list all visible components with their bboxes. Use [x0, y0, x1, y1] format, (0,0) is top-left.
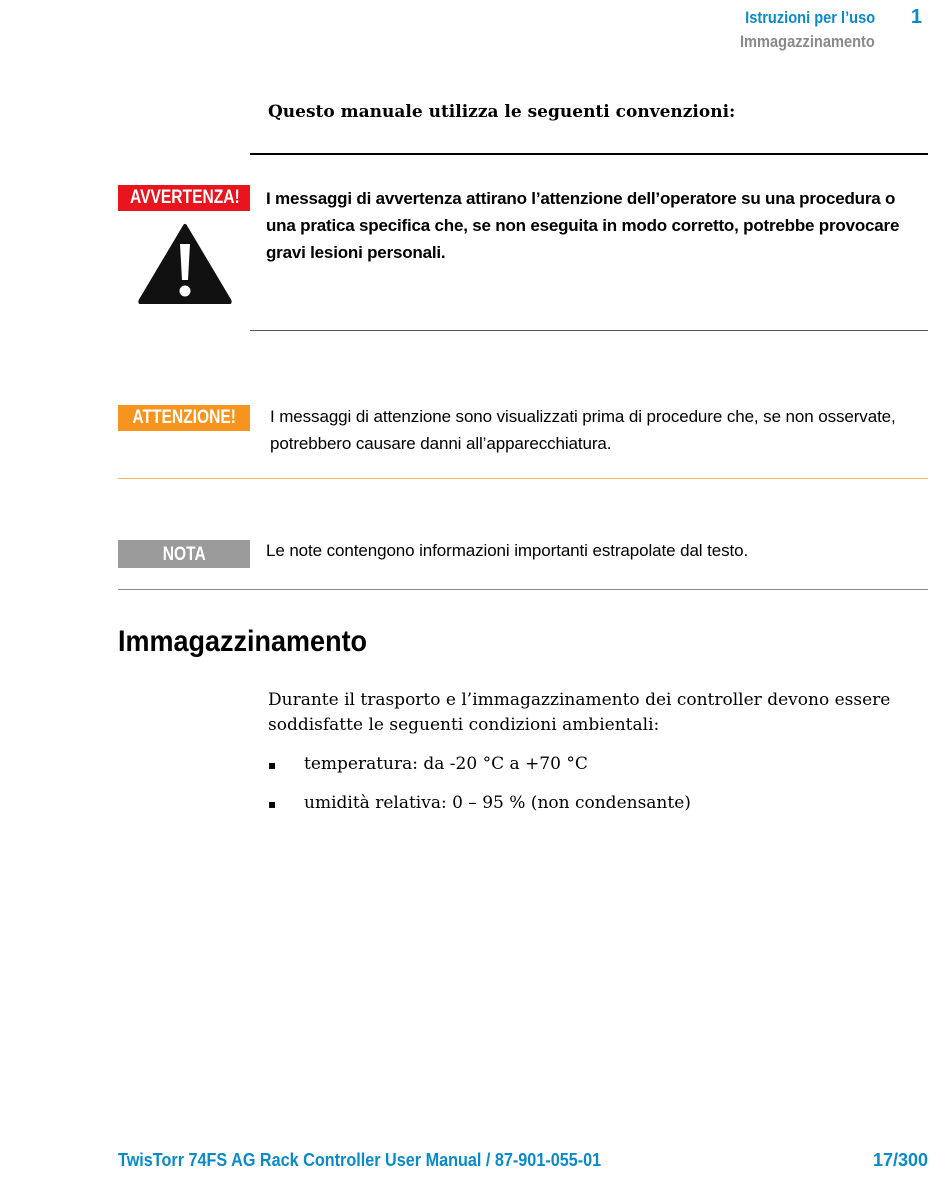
warning-triangle-icon [137, 222, 233, 304]
divider [250, 330, 928, 331]
list-item-text: umidità relativa: 0 – 95 % (non condensante) [304, 793, 691, 813]
caution-text: I messaggi di attenzione sono visualizzati prima di procedure che, se non osservate, potrebbero causare danni all’apparecchiatura. [270, 407, 896, 453]
header-title: Istruzioni per l’uso [745, 8, 875, 27]
intro-text: Questo manuale utilizza le seguenti convenzioni: [268, 102, 736, 122]
divider [250, 153, 928, 155]
bullet-list [268, 754, 908, 832]
section-title: Immagazzinamento [118, 625, 368, 658]
list-item-text: temperatura: da -20 °C a +70 °C [304, 754, 588, 774]
bullet-icon: ▪ [268, 797, 277, 811]
divider [118, 478, 928, 479]
header-subtitle: Immagazzinamento [740, 32, 875, 51]
caution-label [118, 405, 250, 431]
list-item [268, 754, 908, 793]
warning-label [118, 185, 250, 211]
chapter-number: 1 [910, 6, 922, 28]
note-label [118, 540, 250, 568]
section-body: Durante il trasporto e l’immagazzinamento dei controller devono essere soddisfatte le seguenti condizioni ambientali: [268, 690, 891, 735]
note-label-text: NOTA [162, 544, 206, 565]
caution-label-text: ATTENZIONE! [132, 407, 236, 428]
note-text: Le note contengono informazioni importanti estrapolate dal testo. [266, 541, 749, 560]
list-item [268, 793, 908, 832]
warning-text: I messaggi di avvertenza attirano l’attenzione dell’operatore su una procedura o una pratica specifica che, se non eseguita in modo corretto, potrebbe provocare gravi lesioni personali. [266, 189, 900, 262]
divider [118, 589, 928, 590]
bullet-icon: ▪ [268, 758, 277, 772]
warning-label-text: AVVERTENZA! [130, 187, 240, 208]
footer-manual-title: TwisTorr 74FS AG Rack Controller User Manual / 87-901-055-01 [118, 1150, 602, 1170]
footer-page-number: 17/300 [872, 1150, 928, 1170]
